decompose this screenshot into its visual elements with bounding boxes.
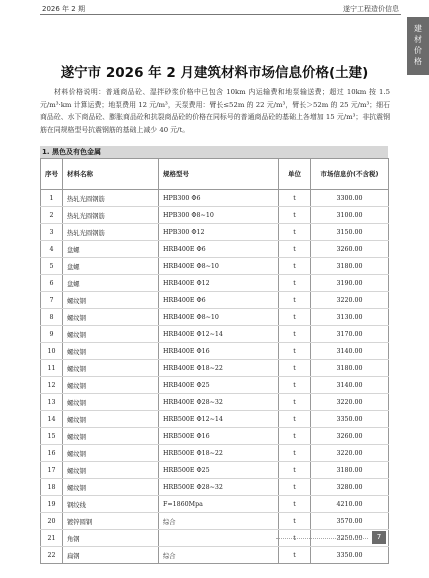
cell-price: 3350.00 bbox=[311, 547, 389, 564]
cell-name: 热轧光圆钢筋 bbox=[63, 190, 159, 207]
table-row bbox=[41, 411, 389, 428]
cell-name: 热轧光圆钢筋 bbox=[63, 224, 159, 241]
cell-unit: t bbox=[279, 394, 311, 411]
cell-price: 3100.00 bbox=[311, 207, 389, 224]
cell-unit: t bbox=[279, 207, 311, 224]
cell-name: 螺纹钢 bbox=[63, 326, 159, 343]
cell-no: 18 bbox=[41, 479, 63, 496]
cell-price: 3150.00 bbox=[311, 224, 389, 241]
cell-spec: HRB400E Φ8~10 bbox=[159, 309, 279, 326]
cell-name: 螺纹钢 bbox=[63, 462, 159, 479]
table-row bbox=[41, 190, 389, 207]
cell-unit: t bbox=[279, 241, 311, 258]
cell-price: 3190.00 bbox=[311, 275, 389, 292]
cell-price: 3250.00 bbox=[311, 530, 389, 547]
cell-unit: t bbox=[279, 496, 311, 513]
cell-spec: HRB400E Φ12 bbox=[159, 275, 279, 292]
cell-unit: t bbox=[279, 428, 311, 445]
table-row bbox=[41, 479, 389, 496]
cell-no: 13 bbox=[41, 394, 63, 411]
table-row bbox=[41, 258, 389, 275]
cell-spec: HPB300 Φ6 bbox=[159, 190, 279, 207]
cell-no: 5 bbox=[41, 258, 63, 275]
cell-spec: HRB400E Φ25 bbox=[159, 377, 279, 394]
cell-unit: t bbox=[279, 547, 311, 564]
header-price: 市场信息价(不含税) bbox=[311, 159, 389, 190]
cell-spec: HPB300 Φ12 bbox=[159, 224, 279, 241]
cell-no: 6 bbox=[41, 275, 63, 292]
cell-name: 钢绞线 bbox=[63, 496, 159, 513]
cell-name: 螺纹钢 bbox=[63, 360, 159, 377]
table-row bbox=[41, 394, 389, 411]
cell-no: 11 bbox=[41, 360, 63, 377]
cell-no: 21 bbox=[41, 530, 63, 547]
cell-spec: HRB500E Φ18~22 bbox=[159, 445, 279, 462]
table-row bbox=[41, 513, 389, 530]
cell-unit: t bbox=[279, 275, 311, 292]
table-row bbox=[41, 547, 389, 564]
cell-no: 22 bbox=[41, 547, 63, 564]
cell-price: 3140.00 bbox=[311, 343, 389, 360]
cell-unit: t bbox=[279, 530, 311, 547]
cell-name: 盘螺 bbox=[63, 258, 159, 275]
cell-spec: HRB400E Φ6 bbox=[159, 292, 279, 309]
table-header-row bbox=[41, 159, 389, 190]
cell-no: 12 bbox=[41, 377, 63, 394]
cell-no: 15 bbox=[41, 428, 63, 445]
header-name: 材料名称 bbox=[63, 159, 159, 190]
cell-spec: HRB500E Φ16 bbox=[159, 428, 279, 445]
cell-no: 19 bbox=[41, 496, 63, 513]
cell-price: 3180.00 bbox=[311, 462, 389, 479]
cell-name: 螺纹钢 bbox=[63, 309, 159, 326]
cell-unit: t bbox=[279, 292, 311, 309]
table-row bbox=[41, 326, 389, 343]
cell-spec: HRB400E Φ18~22 bbox=[159, 360, 279, 377]
header-rule bbox=[40, 14, 401, 15]
cell-price: 3220.00 bbox=[311, 394, 389, 411]
cell-price: 3570.00 bbox=[311, 513, 389, 530]
cell-spec: HRB400E Φ28~32 bbox=[159, 394, 279, 411]
cell-price: 3220.00 bbox=[311, 292, 389, 309]
cell-no: 17 bbox=[41, 462, 63, 479]
cell-spec bbox=[159, 530, 279, 547]
cell-price: 3130.00 bbox=[311, 309, 389, 326]
cell-name: 盘螺 bbox=[63, 275, 159, 292]
cell-price: 3170.00 bbox=[311, 326, 389, 343]
cell-spec: HRB400E Φ16 bbox=[159, 343, 279, 360]
cell-unit: t bbox=[279, 326, 311, 343]
page-title: 遂宁市 2026 年 2 月建筑材料市场信息价格(土建) bbox=[60, 65, 369, 81]
cell-price: 3260.00 bbox=[311, 428, 389, 445]
section-heading: 1. 黑色及有色金属 bbox=[40, 146, 388, 158]
side-section-tab: 建材价格 bbox=[407, 17, 429, 75]
cell-name: 螺纹钢 bbox=[63, 411, 159, 428]
cell-no: 10 bbox=[41, 343, 63, 360]
cell-name: 螺纹钢 bbox=[63, 428, 159, 445]
cell-name: 螺纹钢 bbox=[63, 292, 159, 309]
table-row bbox=[41, 275, 389, 292]
table-row bbox=[41, 343, 389, 360]
cell-price: 3140.00 bbox=[311, 377, 389, 394]
cell-price: 4210.00 bbox=[311, 496, 389, 513]
cell-spec: HRB400E Φ8~10 bbox=[159, 258, 279, 275]
cell-price: 3350.00 bbox=[311, 411, 389, 428]
table-row bbox=[41, 207, 389, 224]
table-row bbox=[41, 241, 389, 258]
cell-spec: HRB400E Φ6 bbox=[159, 241, 279, 258]
cell-price: 3280.00 bbox=[311, 479, 389, 496]
cell-name: 盘螺 bbox=[63, 241, 159, 258]
cell-spec: HRB500E Φ28~32 bbox=[159, 479, 279, 496]
cell-no: 2 bbox=[41, 207, 63, 224]
table-row bbox=[41, 309, 389, 326]
cell-price: 3180.00 bbox=[311, 258, 389, 275]
table-row bbox=[41, 462, 389, 479]
table-row bbox=[41, 377, 389, 394]
table-row bbox=[41, 224, 389, 241]
cell-price: 3260.00 bbox=[311, 241, 389, 258]
cell-unit: t bbox=[279, 224, 311, 241]
page-number: 7 bbox=[372, 531, 386, 544]
table-row bbox=[41, 428, 389, 445]
table-row bbox=[41, 360, 389, 377]
header-no: 序号 bbox=[41, 159, 63, 190]
cell-spec: 综合 bbox=[159, 513, 279, 530]
cell-spec: F=1860Mpa bbox=[159, 496, 279, 513]
price-table bbox=[40, 158, 389, 564]
cell-spec: HRB400E Φ12~14 bbox=[159, 326, 279, 343]
cell-unit: t bbox=[279, 513, 311, 530]
cell-name: 螺纹钢 bbox=[63, 394, 159, 411]
cell-no: 7 bbox=[41, 292, 63, 309]
cell-spec: 综合 bbox=[159, 547, 279, 564]
table-row bbox=[41, 445, 389, 462]
cell-no: 4 bbox=[41, 241, 63, 258]
cell-name: 螺纹钢 bbox=[63, 445, 159, 462]
cell-no: 3 bbox=[41, 224, 63, 241]
cell-spec: HRB500E Φ25 bbox=[159, 462, 279, 479]
cell-no: 8 bbox=[41, 309, 63, 326]
table-row bbox=[41, 292, 389, 309]
cell-unit: t bbox=[279, 411, 311, 428]
cell-price: 3220.00 bbox=[311, 445, 389, 462]
journal-name: 遂宁工程造价信息 bbox=[343, 5, 399, 13]
cell-no: 9 bbox=[41, 326, 63, 343]
cell-no: 1 bbox=[41, 190, 63, 207]
cell-name: 镀锌圆钢 bbox=[63, 513, 159, 530]
cell-name: 角钢 bbox=[63, 530, 159, 547]
cell-unit: t bbox=[279, 190, 311, 207]
cell-no: 16 bbox=[41, 445, 63, 462]
header-unit: 单位 bbox=[279, 159, 311, 190]
cell-unit: t bbox=[279, 377, 311, 394]
cell-no: 20 bbox=[41, 513, 63, 530]
cell-price: 3300.00 bbox=[311, 190, 389, 207]
cell-spec: HPB300 Φ8~10 bbox=[159, 207, 279, 224]
price-description: 材料价格说明：普通商品砼、湿拌砂浆价格中已包含 10km 内运输费和地泵输送费；超过 10km 按 1.5 元/m³·km 计算运费；地泵费用 12 元/m³，天泵费用：臂长≤52m 的 22 元/m³，臂长＞52m 的 25 元/m³；细石商品砼、水下商品砼、膨胀商品砼和抗裂商品砼的价格在同标号的普通商品砼的基础上各增加 15 元/m³；非抗震钢筋在同规格型号抗震钢筋的基础上减少 40 元/t。 bbox=[40, 88, 390, 134]
cell-unit: t bbox=[279, 462, 311, 479]
cell-name: 扁钢 bbox=[63, 547, 159, 564]
footer-dots bbox=[276, 538, 368, 539]
issue-label: 2026 年 2 期 bbox=[42, 5, 85, 13]
cell-unit: t bbox=[279, 445, 311, 462]
cell-unit: t bbox=[279, 343, 311, 360]
cell-unit: t bbox=[279, 479, 311, 496]
cell-unit: t bbox=[279, 309, 311, 326]
cell-unit: t bbox=[279, 360, 311, 377]
cell-name: 热轧光圆钢筋 bbox=[63, 207, 159, 224]
header-spec: 规格型号 bbox=[159, 159, 279, 190]
table-row bbox=[41, 496, 389, 513]
cell-spec: HRB500E Φ12~14 bbox=[159, 411, 279, 428]
cell-name: 螺纹钢 bbox=[63, 479, 159, 496]
cell-no: 14 bbox=[41, 411, 63, 428]
cell-price: 3180.00 bbox=[311, 360, 389, 377]
cell-unit: t bbox=[279, 258, 311, 275]
cell-name: 螺纹钢 bbox=[63, 343, 159, 360]
cell-name: 螺纹钢 bbox=[63, 377, 159, 394]
